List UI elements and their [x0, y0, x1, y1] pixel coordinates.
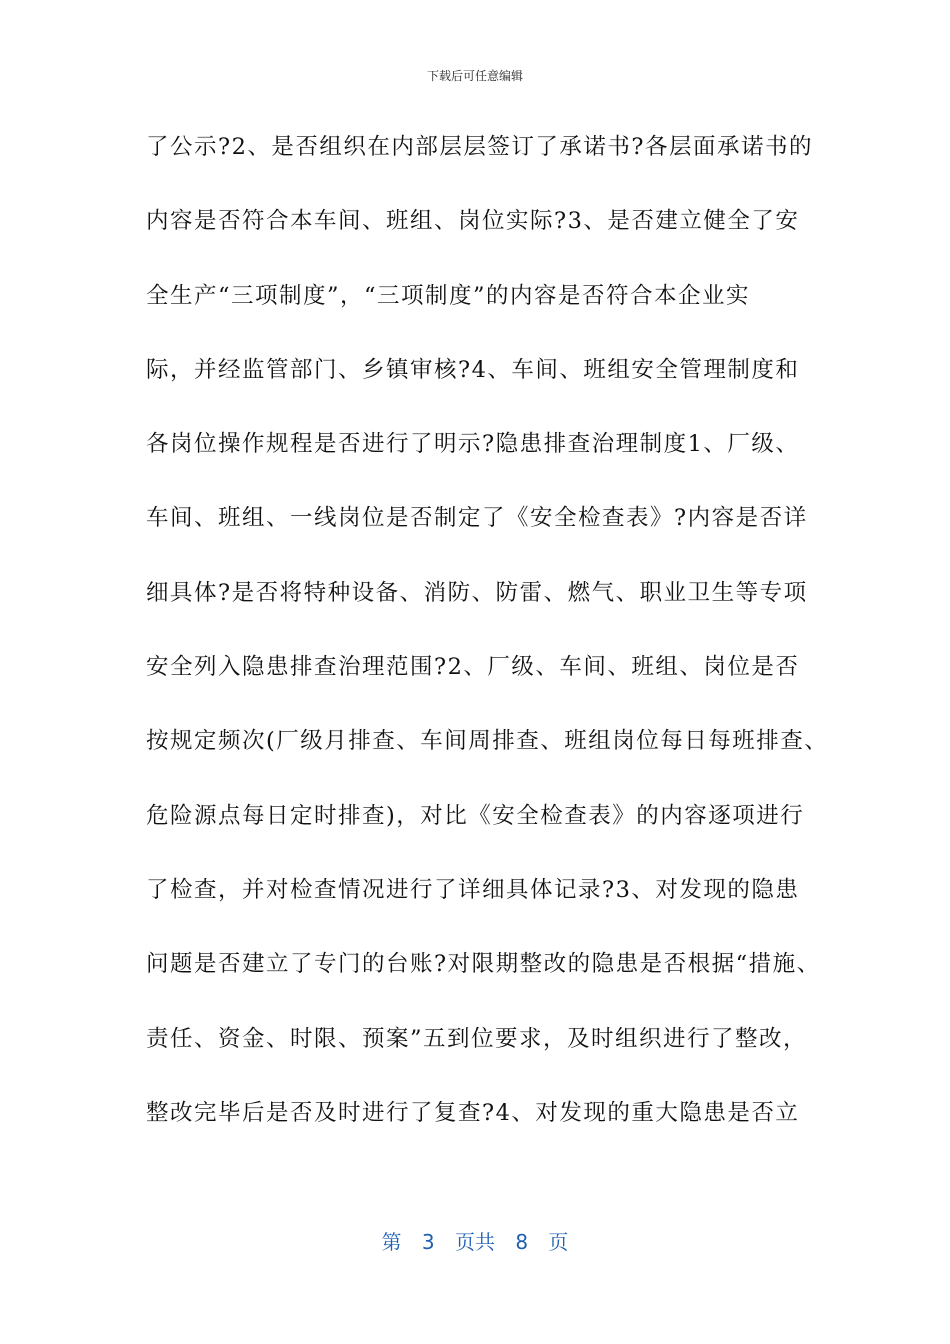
text-line: 了公示?2、是否组织在内部层层签订了承诺书?各层面承诺书的 — [146, 134, 813, 160]
text-line: 安全列入隐患排查治理范围?2、厂级、车间、班组、岗位是否 — [146, 654, 800, 681]
text-line: 际，并经监管部门、乡镇审核?4、车间、班组安全管理制度和 — [146, 356, 800, 383]
text-line: 车间、班组、一线岗位是否制定了《安全检查表》?内容是否详 — [146, 505, 808, 532]
text-line: 危险源点每日定时排查)，对比《安全检查表》的内容逐项进行 — [146, 802, 805, 829]
body-text — [146, 128, 846, 1168]
text-line: 全生产“三项制度”，“三项制度”的内容是否符合本企业实 — [146, 282, 751, 309]
text-line: 责任、资金、时限、预案”五到位要求，及时组织进行了整改， — [146, 1025, 808, 1052]
text-line: 整改完毕后是否及时进行了复查?4、对发现的重大隐患是否立 — [146, 1099, 800, 1126]
text-line: 内容是否符合本车间、班组、岗位实际?3、是否建立健全了安 — [146, 208, 800, 235]
text-line: 了检查，并对检查情况进行了详细具体记录?3、对发现的隐患 — [146, 876, 800, 903]
page-number-footer: 第 3 页共 8 页 — [381, 1230, 569, 1254]
text-line: 按规定频次(厂级月排查、车间周排查、班组岗位每日每班排查、 — [146, 728, 829, 755]
text-line: 细具体?是否将特种设备、消防、防雷、燃气、职业卫生等专项 — [146, 579, 808, 606]
text-line: 问题是否建立了专门的台账?对限期整改的隐患是否根据“措施、 — [146, 951, 821, 978]
page-header-note: 下载后可任意编辑 — [426, 69, 523, 83]
text-line: 各岗位操作规程是否进行了明示?隐患排查治理制度1、厂级、 — [146, 431, 800, 458]
